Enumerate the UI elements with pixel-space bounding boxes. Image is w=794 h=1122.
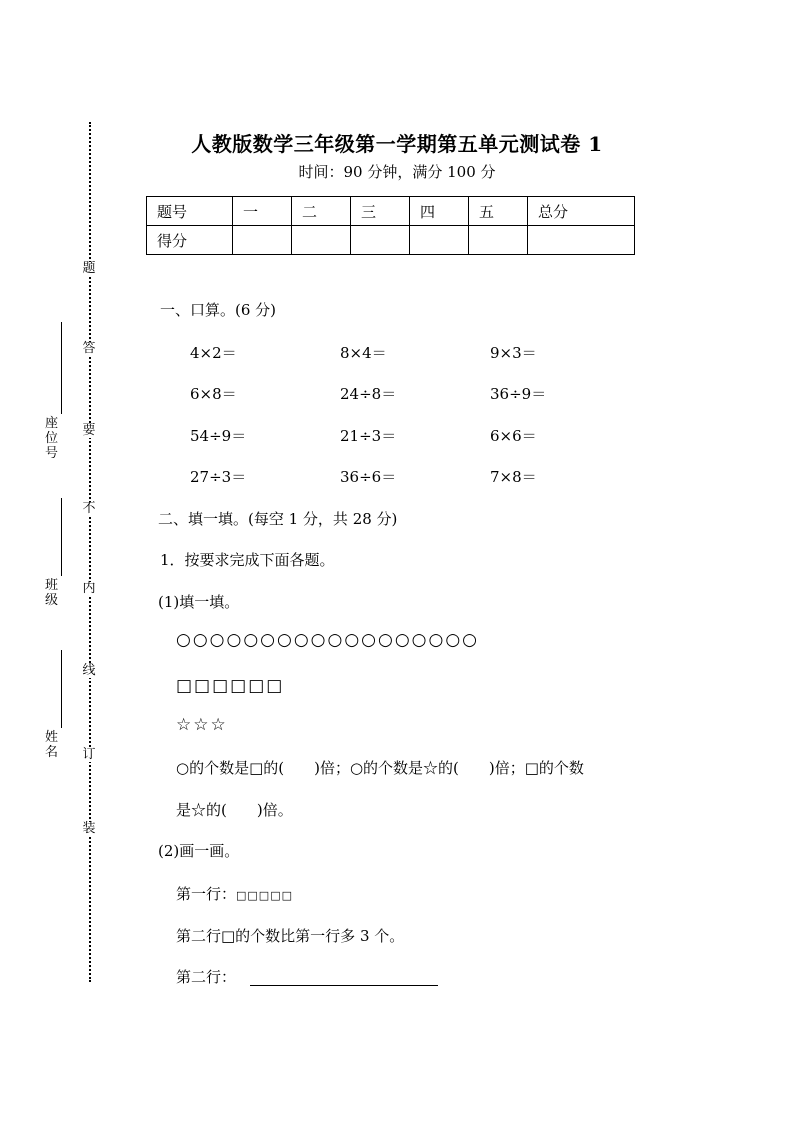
- stars-row: ☆☆☆: [176, 715, 228, 735]
- calc-item: 36÷6＝: [340, 468, 397, 486]
- score-row: [147, 226, 635, 255]
- margin-char: 装: [82, 821, 96, 836]
- seat-number-label: 座位号: [44, 416, 58, 461]
- squares-row: □□□□□□: [176, 676, 285, 696]
- row1-label-text: 第一行：: [176, 885, 237, 903]
- row2-description: 第二行□的个数比第一行多 3 个。: [176, 927, 405, 945]
- margin-char: 要: [82, 423, 96, 438]
- margin-char: 不: [82, 501, 96, 516]
- exam-subtitle: 时间：90 分钟，满分 100 分: [298, 163, 496, 181]
- section2-heading: 二、填一填。(每空 1 分，共 28 分): [158, 510, 398, 528]
- row1-squares: □□□□□: [236, 889, 293, 902]
- row2-answer-line[interactable]: [250, 985, 438, 986]
- score-header-cell: 题号: [147, 197, 233, 226]
- calc-item: 24÷8＝: [340, 385, 397, 403]
- score-cell[interactable]: [528, 226, 635, 255]
- seat-number-line: [61, 322, 62, 414]
- binding-dotted-line: [89, 122, 91, 982]
- calc-item: 6×8＝: [190, 385, 237, 403]
- fill-blank-line: 是☆的( )倍。: [176, 801, 293, 819]
- calc-item: 36÷9＝: [490, 385, 547, 403]
- score-cell[interactable]: [351, 226, 410, 255]
- row1-label: [176, 883, 293, 904]
- calc-item: 7×8＝: [490, 468, 537, 486]
- score-table: [146, 196, 635, 255]
- question-1: 1．按要求完成下面各题。: [160, 551, 335, 569]
- class-label: 班级: [44, 578, 58, 608]
- score-cell[interactable]: [410, 226, 469, 255]
- calc-item: 8×4＝: [340, 344, 387, 362]
- class-field[interactable]: [44, 578, 72, 608]
- fill-blank-line: ○的个数是□的( )倍；○的个数是☆的( )倍；□的个数: [176, 759, 584, 777]
- calc-item: 27÷3＝: [190, 468, 247, 486]
- part-1-heading: (1)填一填。: [158, 593, 240, 611]
- section1-heading: 一、口算。(6 分): [160, 301, 277, 319]
- circles-row: ○○○○○○○○○○○○○○○○○○: [176, 630, 480, 650]
- score-row-label: 得分: [147, 226, 233, 255]
- score-cell[interactable]: [292, 226, 351, 255]
- score-cell[interactable]: [469, 226, 528, 255]
- score-header-cell: 二: [292, 197, 351, 226]
- name-label: 姓名: [44, 730, 58, 760]
- margin-char: 题: [82, 261, 96, 276]
- margin-char: 答: [82, 341, 96, 356]
- class-line: [61, 498, 62, 576]
- seat-number-field[interactable]: [44, 416, 72, 461]
- name-field[interactable]: [44, 730, 72, 760]
- score-header-cell: 四: [410, 197, 469, 226]
- calc-item: 9×3＝: [490, 344, 537, 362]
- page-title: 人教版数学三年级第一学期第五单元测试卷 1: [191, 132, 603, 156]
- score-cell[interactable]: [233, 226, 292, 255]
- calc-item: 4×2＝: [190, 344, 237, 362]
- score-header-row: [147, 197, 635, 226]
- calc-item: 21÷3＝: [340, 427, 397, 445]
- score-header-cell: 五: [469, 197, 528, 226]
- score-header-cell: 总分: [528, 197, 635, 226]
- calc-item: 6×6＝: [490, 427, 537, 445]
- part-2-heading: (2)画一画。: [158, 842, 240, 860]
- score-header-cell: 一: [233, 197, 292, 226]
- margin-char: 线: [82, 663, 96, 678]
- margin-char: 内: [82, 581, 96, 596]
- score-header-cell: 三: [351, 197, 410, 226]
- name-line: [61, 650, 62, 728]
- calc-item: 54÷9＝: [190, 427, 247, 445]
- row2-label: 第二行：: [176, 968, 237, 986]
- margin-char: 订: [82, 747, 96, 762]
